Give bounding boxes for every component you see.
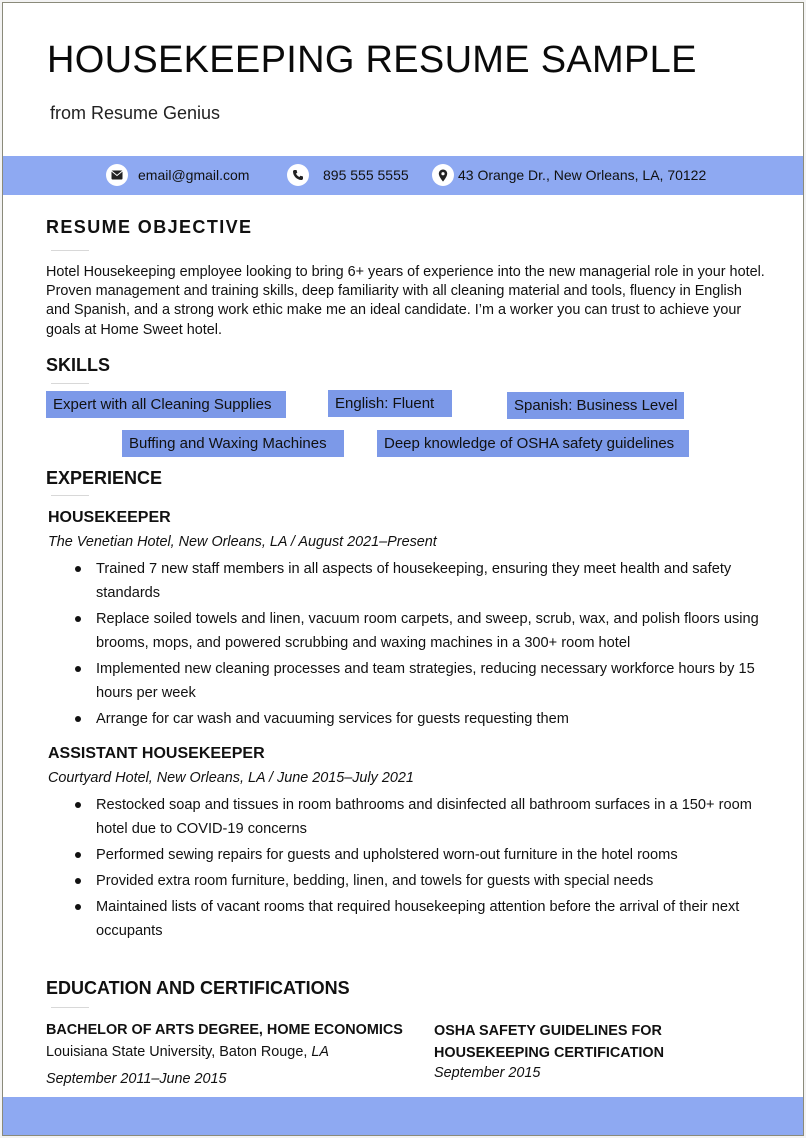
objective-divider [51, 250, 89, 251]
job-meta: The Venetian Hotel, New Orleans, LA / August 2021–Present [48, 534, 437, 550]
resume-title: HOUSEKEEPING RESUME SAMPLE [47, 39, 697, 81]
certification-date: September 2015 [434, 1065, 541, 1081]
list-item: Provided extra room furniture, bedding, linen, and towels for guests with special needs [3, 869, 766, 893]
skill-tag: Expert with all Cleaning Supplies [46, 391, 286, 418]
phone-text: 895 555 5555 [323, 167, 409, 183]
job-meta: Courtyard Hotel, New Orleans, LA / June 2015–July 2021 [48, 770, 414, 786]
school-name: Louisiana State University, Baton Rouge, [46, 1044, 308, 1060]
objective-heading: RESUME OBJECTIVE [46, 217, 253, 237]
list-item: Maintained lists of vacant rooms that required housekeeping attention before the arrival of their next occupants [3, 895, 766, 943]
contact-phone[interactable] [287, 164, 409, 186]
skill-tag: English: Fluent [328, 390, 452, 417]
envelope-icon [106, 164, 128, 186]
degree-title: BACHELOR OF ARTS DEGREE, HOME ECONOMICS [46, 1022, 403, 1038]
resume-subtitle: from Resume Genius [50, 103, 221, 123]
skill-tag: Spanish: Business Level [507, 392, 684, 419]
job-bullets [3, 557, 783, 733]
list-item: Performed sewing repairs for guests and upholstered worn-out furniture in the hotel rooms [3, 843, 766, 867]
email-text: email@gmail.com [138, 167, 250, 183]
phone-icon [287, 164, 309, 186]
skills-divider [51, 383, 89, 384]
education-divider [51, 1007, 89, 1008]
job-bullets [3, 793, 783, 945]
contact-email[interactable] [106, 164, 249, 186]
contact-bar [3, 156, 803, 195]
experience-divider [51, 495, 89, 496]
experience-heading: EXPERIENCE [46, 468, 163, 488]
objective-text: Hotel Housekeeping employee looking to bring 6+ years of experience into the new managerial role in your hotel. Proven management and training skills, deep familiarity with all cleaning material and tools, fluency in English and Spanish, and a strong work ethic make me an ideal candidate. I’m a worker you can trust to achieve your goals at Home Sweet hotel. [46, 264, 765, 338]
contact-address [432, 164, 706, 186]
certification-title: OSHA SAFETY GUIDELINES FOR HOUSEKEEPING CERTIFICATION [434, 1023, 664, 1061]
skill-tag: Buffing and Waxing Machines [122, 430, 344, 457]
location-pin-icon [432, 164, 454, 186]
skill-tag: Deep knowledge of OSHA safety guidelines [377, 430, 689, 457]
school-state: LA [311, 1044, 329, 1060]
job-title: ASSISTANT HOUSEKEEPER [48, 745, 265, 762]
footer-bar [3, 1097, 803, 1135]
resume-page [2, 2, 804, 1136]
education-heading: EDUCATION AND CERTIFICATIONS [46, 978, 350, 998]
degree-date: September 2011–June 2015 [46, 1071, 227, 1087]
list-item: Replace soiled towels and linen, vacuum room carpets, and sweep, scrub, wax, and polish floors using brooms, mops, and powered scrubbing and waxing machines in a 300+ room hotel [3, 607, 766, 655]
skills-heading: SKILLS [46, 355, 111, 375]
job-title: HOUSEKEEPER [48, 509, 171, 526]
list-item: Restocked soap and tissues in room bathrooms and disinfected all bathroom surfaces in a 150+ room hotel due to COVID-19 concerns [3, 793, 766, 841]
list-item: Trained 7 new staff members in all aspects of housekeeping, ensuring they meet health and safety standards [3, 557, 766, 605]
degree-school [46, 1044, 329, 1060]
list-item: Arrange for car wash and vacuuming services for guests requesting them [3, 707, 766, 731]
list-item: Implemented new cleaning processes and team strategies, reducing necessary workforce hours by 15 hours per week [3, 657, 766, 705]
address-text: 43 Orange Dr., New Orleans, LA, 70122 [458, 167, 707, 183]
